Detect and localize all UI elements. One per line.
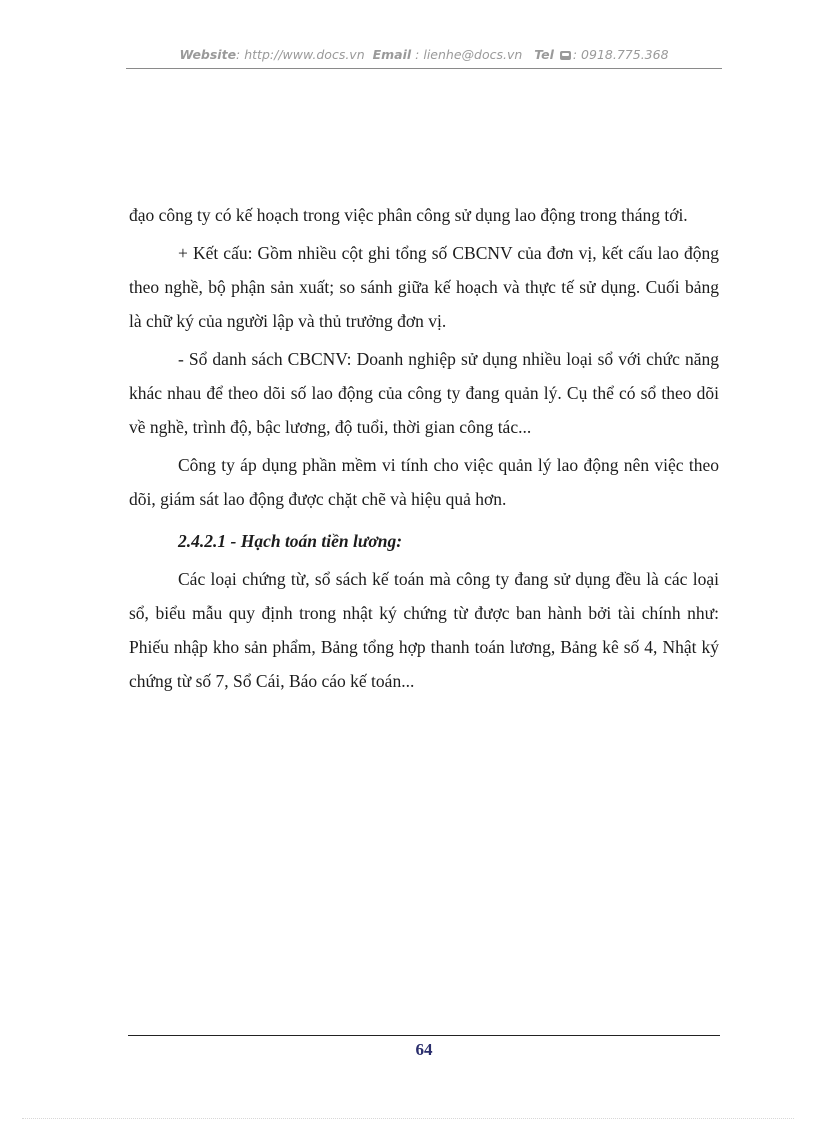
page-bottom-border <box>22 1118 794 1119</box>
email-label: Email <box>372 47 412 62</box>
section-heading: 2.4.2.1 - Hạch toán tiền lương: <box>178 531 403 551</box>
phone-icon <box>560 51 571 60</box>
page-header <box>126 46 722 69</box>
tel-label: Tel <box>534 47 554 62</box>
footer-divider <box>128 1035 720 1036</box>
paragraph-accounting-documents: Các loại chứng từ, sổ sách kế toán mà công ty đang sử dụng đều là các loại sổ, biểu mẫu quy định trong nhật ký chứng từ được ban hành bởi tài chính như: Phiếu nhập kho sản phẩm, Bảng tổng hợp thanh toán lương, Bảng kê số 4, Nhật ký chứng từ số 7, Sổ Cái, Báo cáo kế toán... <box>129 569 719 691</box>
email-value[interactable]: : lienhe@docs.vn <box>415 47 523 62</box>
paragraph-software: Công ty áp dụng phần mềm vi tính cho việc quản lý lao động nên việc theo dõi, giám sát lao động được chặt chẽ và hiệu quả hơn. <box>129 455 719 509</box>
page-number: 64 <box>415 1040 433 1059</box>
website-label: Website <box>179 47 237 62</box>
paragraph-continuation: đạo công ty có kế hoạch trong việc phân công sử dụng lao động trong tháng tới. <box>129 205 688 225</box>
paragraph-employee-register: - Sổ danh sách CBCNV: Doanh nghiệp sử dụng nhiều loại sổ với chức năng khác nhau để theo dõi số lao động của công ty đang quản lý. Cụ thể có sổ theo dõi về nghề, trình độ, bậc lương, độ tuổi, thời gian công tác... <box>129 349 719 437</box>
paragraph-structure: + Kết cấu: Gồm nhiều cột ghi tổng số CBCNV của đơn vị, kết cấu lao động theo nghề, bộ phận sản xuất; so sánh giữa kế hoạch và thực tế sử dụng. Cuối bảng là chữ ký của người lập và thủ trưởng đơn vị. <box>129 243 719 331</box>
document-body <box>129 198 719 702</box>
tel-value: : 0918.775.368 <box>572 47 669 62</box>
website-value[interactable]: : http://www.docs.vn <box>236 47 365 62</box>
